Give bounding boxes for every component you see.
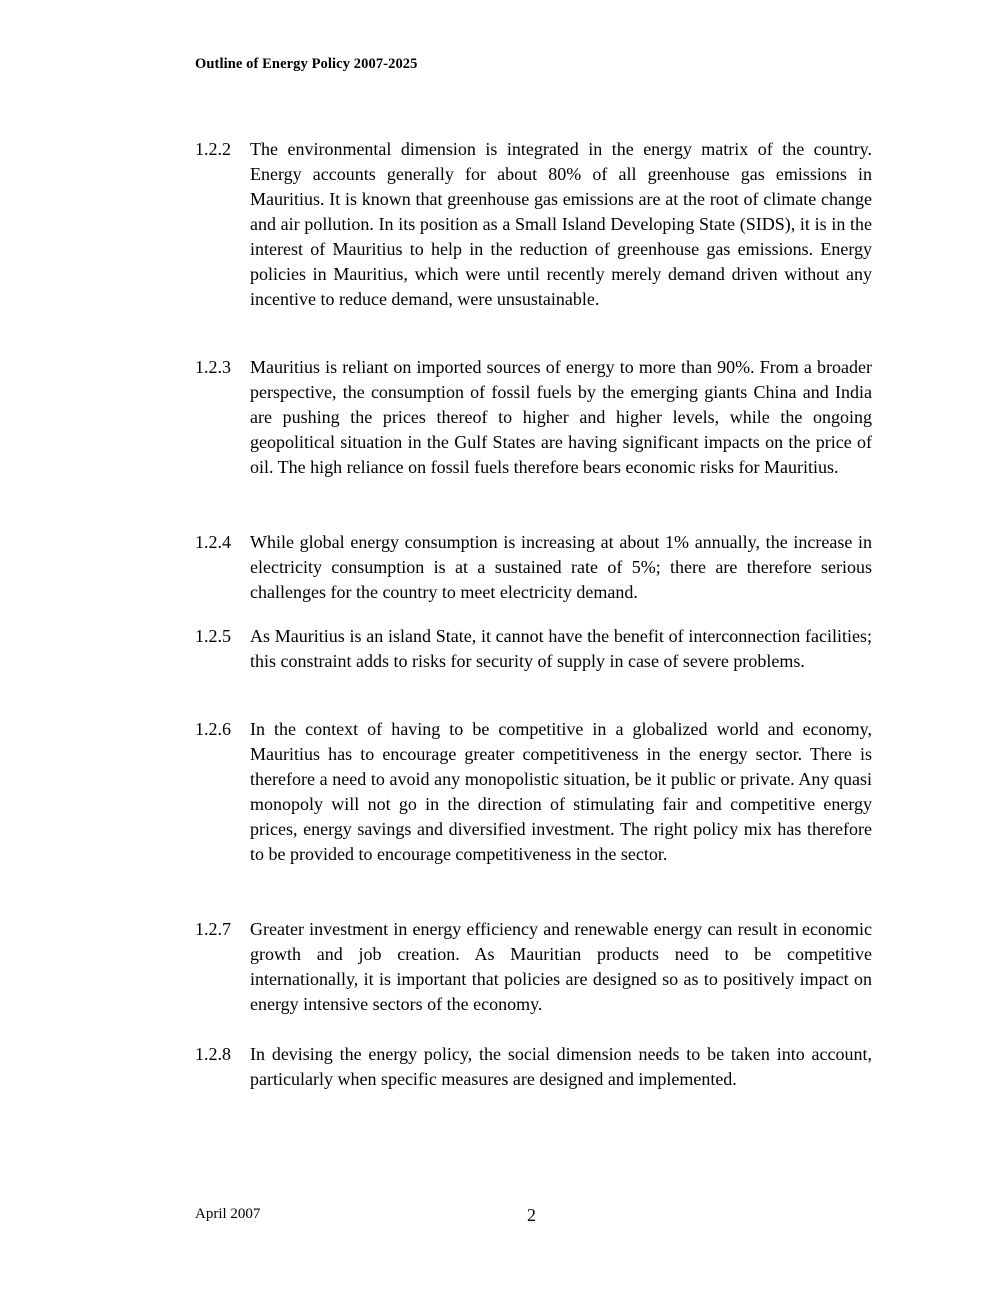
section-number: 1.2.8 [195,1044,231,1064]
section-paragraph: The environmental dimension is integrated in the energy matrix of the country. Energy accounts generally for about 80% of all greenhouse gas emissions in Mauritius. It is known that greenhouse gas emissions are at the root of climate change and air pollution. In its position as a Small Island Developing State (SIDS), it is in the interest of Mauritius to help in the reduction of greenhouse gas emissions. Energy policies in Mauritius, which were until recently merely demand driven without any incentive to reduce demand, were unsustainable. [250,139,872,309]
section-number: 1.2.3 [195,357,231,377]
section-paragraph: Mauritius is reliant on imported sources of energy to more than 90%. From a broader perspective, the consumption of fossil fuels by the emerging giants China and India are pushing the prices thereof to higher and higher levels, while the ongoing geopolitical situation in the Gulf States are having significant impacts on the price of oil. The high reliance on fossil fuels therefore bears economic risks for Mauritius. [250,357,872,477]
section-1-2-3 [195,355,872,480]
section-1-2-7 [195,917,872,1017]
running-header: Outline of Energy Policy 2007-2025 [195,56,418,72]
section-number: 1.2.6 [195,719,231,739]
section-number: 1.2.5 [195,626,231,646]
section-number: 1.2.2 [195,139,231,159]
section-1-2-4 [195,530,872,605]
section-number: 1.2.4 [195,532,231,552]
section-1-2-2 [195,137,872,312]
section-paragraph: In devising the energy policy, the social dimension needs to be taken into account, particularly when specific measures are designed and implemented. [250,1044,872,1089]
section-1-2-6 [195,717,872,867]
section-1-2-8 [195,1042,872,1092]
section-paragraph: In the context of having to be competitive in a globalized world and economy, Mauritius has to encourage greater competitiveness in the energy sector. There is therefore a need to avoid any monopolistic situation, be it public or private. Any quasi monopoly will not go in the direction of stimulating fair and competitive energy prices, energy savings and diversified investment. The right policy mix has therefore to be provided to encourage competitiveness in the sector. [250,719,872,864]
section-number: 1.2.7 [195,919,231,939]
section-1-2-5 [195,624,872,674]
page-number: 2 [527,1205,536,1225]
footer-date: April 2007 [195,1206,261,1222]
section-paragraph: As Mauritius is an island State, it cannot have the benefit of interconnection facilities; this constraint adds to risks for security of supply in case of severe problems. [250,626,872,671]
section-paragraph: Greater investment in energy efficiency and renewable energy can result in economic growth and job creation. As Mauritian products need to be competitive internationally, it is important that policies are designed so as to positively impact on energy intensive sectors of the economy. [250,919,872,1014]
section-paragraph: While global energy consumption is increasing at about 1% annually, the increase in electricity consumption is at a sustained rate of 5%; there are therefore serious challenges for the country to meet electricity demand. [250,532,872,602]
